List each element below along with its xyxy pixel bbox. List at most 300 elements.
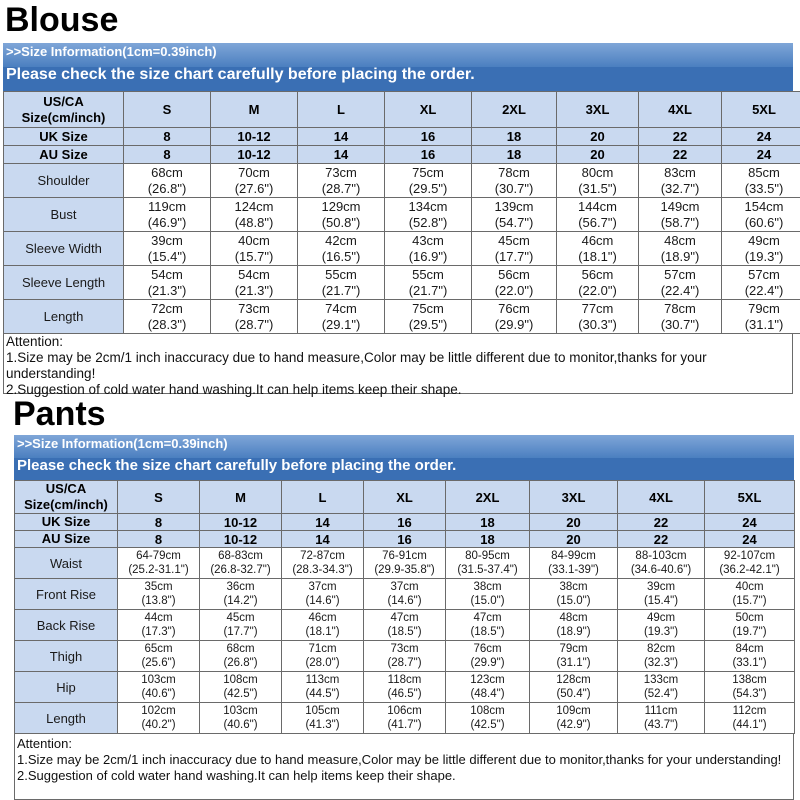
measurement-cell: [530, 703, 618, 734]
inch-value: (14.2"): [223, 595, 258, 607]
cm-value: 76cm: [498, 300, 530, 316]
inch-value: (18.5"): [470, 626, 505, 638]
measurement-label: Sleeve Width: [4, 232, 124, 266]
cm-value: 138cm: [732, 673, 767, 686]
inch-value: (30.7"): [494, 180, 534, 196]
blouse-title: Blouse: [5, 1, 119, 39]
size-header-cell: 3XL: [557, 92, 639, 128]
measurement-cell: [200, 548, 282, 579]
measurement-cell: [118, 672, 200, 703]
size-header-cell: 18: [446, 531, 530, 548]
cm-value: 82cm: [646, 642, 676, 655]
measurement-cell: [446, 610, 530, 641]
header-row: [4, 92, 800, 128]
inch-value: (15.0"): [556, 595, 591, 607]
measurement-cell: [446, 703, 530, 734]
size-header-cell: 5XL: [722, 92, 800, 128]
size-header-cell: 22: [618, 531, 705, 548]
size-header-cell: 20: [557, 128, 639, 146]
inch-value: (28.7"): [321, 180, 361, 196]
measurement-cell: [618, 672, 705, 703]
measurement-cell: [200, 672, 282, 703]
cm-value: 108cm: [470, 704, 505, 717]
inch-value: (15.7"): [732, 595, 767, 607]
measurement-cell: [282, 703, 364, 734]
inch-value: (40.6"): [141, 688, 176, 700]
measurement-cell: [557, 198, 639, 232]
cm-value: 35cm: [144, 580, 173, 593]
cm-value: 64-79cm: [136, 549, 181, 562]
cm-value: 74cm: [325, 300, 357, 316]
inch-value: (16.5"): [321, 248, 361, 264]
measurement-cell: [705, 703, 795, 734]
cm-value: 68-83cm: [218, 549, 263, 562]
cm-value: 65cm: [144, 642, 173, 655]
measurement-cell: [282, 672, 364, 703]
measurement-label: Front Rise: [15, 579, 118, 610]
cm-value: 149cm: [660, 198, 700, 214]
inch-value: (14.6"): [305, 595, 340, 607]
cm-value: 47cm: [390, 611, 419, 624]
cm-value: 83cm: [664, 164, 696, 180]
cm-value: 45cm: [226, 611, 255, 624]
inch-value: (33.1-39"): [548, 564, 599, 576]
inch-value: (56.7"): [578, 214, 617, 230]
size-header-cell: 14: [282, 531, 364, 548]
inch-value: (32.7"): [660, 180, 700, 196]
inch-value: (33.1"): [732, 657, 767, 669]
inch-value: (17.7"): [223, 626, 258, 638]
cm-value: 40cm: [238, 232, 270, 248]
measurement-cell: [364, 579, 446, 610]
measurement-cell: [722, 232, 800, 266]
cm-value: 42cm: [325, 232, 357, 248]
measurement-label: Bust: [4, 198, 124, 232]
cm-value: 119cm: [147, 198, 187, 214]
size-header-cell: M: [200, 481, 282, 514]
header-row: [15, 514, 795, 531]
measurement-cell: [472, 300, 557, 334]
cm-value: 77cm: [581, 300, 614, 316]
measurement-label: Length: [4, 300, 124, 334]
cm-value: 109cm: [556, 704, 591, 717]
measurement-cell: [364, 703, 446, 734]
cm-value: 84-99cm: [551, 549, 596, 562]
inch-value: (18.1"): [305, 626, 340, 638]
blouse-size-chart: [3, 43, 793, 397]
measurement-cell: [639, 198, 722, 232]
cm-value: 129cm: [321, 198, 361, 214]
cm-value: 139cm: [494, 198, 534, 214]
measurement-cell: [385, 266, 472, 300]
inch-value: (15.4"): [643, 595, 679, 607]
cm-value: 80-95cm: [465, 549, 510, 562]
cm-value: 85cm: [748, 164, 780, 180]
cm-value: 106cm: [387, 704, 422, 717]
measurement-cell: [118, 548, 200, 579]
blouse-banner: [3, 43, 793, 91]
measurement-cell: [211, 232, 298, 266]
cm-value: 102cm: [141, 704, 176, 717]
measurement-label: Hip: [15, 672, 118, 703]
cm-value: 123cm: [470, 673, 505, 686]
inch-value: (36.2-42.1"): [719, 564, 780, 576]
cm-value: 79cm: [748, 300, 780, 316]
table-row: [15, 672, 795, 703]
measurement-cell: [118, 641, 200, 672]
inch-value: (21.3"): [234, 282, 274, 298]
measurement-cell: [722, 164, 800, 198]
measurement-cell: [282, 548, 364, 579]
size-header-cell: 14: [298, 146, 385, 164]
measurement-cell: [385, 164, 472, 198]
table-row: [4, 198, 800, 232]
inch-value: (25.6"): [141, 657, 176, 669]
size-header-cell: 8: [124, 146, 211, 164]
cm-value: 112cm: [732, 704, 767, 717]
inch-value: (43.7"): [643, 719, 679, 731]
inch-value: (33.5"): [744, 180, 784, 196]
measurement-cell: [118, 610, 200, 641]
inch-value: (22.4"): [744, 282, 784, 298]
measurement-cell: [385, 232, 472, 266]
size-header-cell: 3XL: [530, 481, 618, 514]
table-row: [4, 232, 800, 266]
measurement-cell: [118, 703, 200, 734]
cm-value: 46cm: [308, 611, 337, 624]
measurement-cell: [530, 548, 618, 579]
measurement-cell: [472, 266, 557, 300]
table-row: [4, 266, 800, 300]
cm-value: 154cm: [744, 198, 784, 214]
inch-value: (52.4"): [643, 688, 679, 700]
attention-heading: Attention:: [6, 334, 64, 349]
attention-note: 1.Size may be 2cm/1 inch inaccuracy due to hand measure,Color may be little different due to monitor,thanks for your understanding!: [17, 752, 782, 767]
size-header-cell: 8: [118, 514, 200, 531]
size-header-cell: 14: [282, 514, 364, 531]
size-header-cell: XL: [364, 481, 446, 514]
inch-value: (46.5"): [387, 688, 422, 700]
size-header-cell: 18: [446, 514, 530, 531]
cm-value: 78cm: [664, 300, 696, 316]
inch-value: (54.7"): [494, 214, 534, 230]
measurement-label: Length: [15, 703, 118, 734]
size-header-cell: 4XL: [639, 92, 722, 128]
inch-value: (17.7"): [494, 248, 534, 264]
inch-value: (17.3"): [141, 626, 176, 638]
size-header-cell: 2XL: [472, 92, 557, 128]
cm-value: 92-107cm: [723, 549, 776, 562]
cm-value: 103cm: [141, 673, 176, 686]
cm-value: 80cm: [581, 164, 614, 180]
header-row: [15, 531, 795, 548]
size-header-cell: 22: [618, 514, 705, 531]
size-system-label: UK Size: [15, 514, 118, 531]
size-header-cell: XL: [385, 92, 472, 128]
banner-check-notice: Please check the size chart carefully before placing the order.: [17, 457, 457, 474]
measurement-cell: [530, 672, 618, 703]
measurement-cell: [722, 300, 800, 334]
inch-value: (26.8"): [223, 657, 258, 669]
measurement-cell: [124, 198, 211, 232]
inch-value: (54.3"): [732, 688, 767, 700]
inch-value: (13.8"): [141, 595, 176, 607]
cm-value: 55cm: [325, 266, 357, 282]
inch-value: (28.0"): [305, 657, 340, 669]
measurement-cell: [639, 300, 722, 334]
cm-value: 47cm: [473, 611, 502, 624]
size-system-label: US/CA Size(cm/inch): [4, 92, 124, 128]
cm-value: 54cm: [238, 266, 270, 282]
cm-value: 144cm: [577, 198, 618, 214]
pants-banner: [14, 435, 794, 480]
size-header-cell: 20: [530, 531, 618, 548]
size-header-cell: 2XL: [446, 481, 530, 514]
measurement-cell: [446, 579, 530, 610]
blouse-attention: [3, 334, 793, 397]
measurement-label: Shoulder: [4, 164, 124, 198]
pants-size-table: [14, 480, 795, 734]
cm-value: 72-87cm: [300, 549, 345, 562]
inch-value: (48.8"): [234, 214, 274, 230]
banner-check-notice: Please check the size chart carefully before placing the order.: [6, 66, 475, 83]
inch-value: (29.9-35.8"): [374, 564, 435, 576]
cm-value: 133cm: [643, 673, 679, 686]
inch-value: (19.7"): [732, 626, 767, 638]
measurement-label: Thigh: [15, 641, 118, 672]
measurement-cell: [124, 300, 211, 334]
banner-size-info: >>Size Information(1cm=0.39inch): [17, 436, 228, 451]
measurement-cell: [364, 548, 446, 579]
inch-value: (40.6"): [223, 719, 258, 731]
size-header-cell: 16: [364, 514, 446, 531]
cm-value: 128cm: [556, 673, 591, 686]
inch-value: (29.5"): [408, 316, 448, 332]
inch-value: (29.9"): [470, 657, 505, 669]
inch-value: (14.6"): [387, 595, 422, 607]
cm-value: 38cm: [559, 580, 588, 593]
inch-value: (42.9"): [556, 719, 591, 731]
table-row: [15, 548, 795, 579]
table-row: [4, 300, 800, 334]
inch-value: (19.3"): [744, 248, 784, 264]
inch-value: (18.1"): [578, 248, 617, 264]
size-header-cell: 10-12: [200, 531, 282, 548]
measurement-cell: [472, 198, 557, 232]
cm-value: 57cm: [748, 266, 780, 282]
inch-value: (15.0"): [470, 595, 505, 607]
measurement-cell: [557, 232, 639, 266]
inch-value: (31.1"): [744, 316, 784, 332]
inch-value: (44.1"): [732, 719, 767, 731]
measurement-cell: [530, 579, 618, 610]
size-header-cell: 16: [385, 146, 472, 164]
measurement-cell: [557, 300, 639, 334]
size-header-cell: 10-12: [211, 146, 298, 164]
measurement-cell: [282, 579, 364, 610]
cm-value: 37cm: [308, 580, 337, 593]
size-header-cell: 24: [722, 146, 800, 164]
size-header-cell: 18: [472, 128, 557, 146]
header-row: [4, 146, 800, 164]
attention-note: 1.Size may be 2cm/1 inch inaccuracy due to hand measure,Color may be little different due to monitor,thanks for your understanding!: [6, 350, 707, 381]
cm-value: 49cm: [748, 232, 780, 248]
measurement-cell: [530, 641, 618, 672]
measurement-cell: [705, 579, 795, 610]
inch-value: (50.8"): [321, 214, 361, 230]
cm-value: 56cm: [498, 266, 530, 282]
cm-value: 73cm: [238, 300, 270, 316]
size-header-cell: 20: [530, 514, 618, 531]
cm-value: 54cm: [151, 266, 183, 282]
measurement-cell: [298, 232, 385, 266]
cm-value: 48cm: [664, 232, 696, 248]
measurement-cell: [446, 548, 530, 579]
cm-value: 45cm: [498, 232, 530, 248]
inch-value: (21.3"): [147, 282, 187, 298]
size-header-cell: 24: [705, 514, 795, 531]
cm-value: 46cm: [581, 232, 614, 248]
size-header-cell: 24: [705, 531, 795, 548]
size-header-cell: 20: [557, 146, 639, 164]
measurement-cell: [618, 579, 705, 610]
size-header-cell: 4XL: [618, 481, 705, 514]
measurement-cell: [298, 266, 385, 300]
inch-value: (58.7"): [660, 214, 700, 230]
measurement-label: Waist: [15, 548, 118, 579]
cm-value: 68cm: [226, 642, 255, 655]
size-system-label: AU Size: [4, 146, 124, 164]
table-row: [15, 579, 795, 610]
size-header-cell: S: [118, 481, 200, 514]
measurement-cell: [722, 198, 800, 232]
inch-value: (34.6-40.6"): [630, 564, 692, 576]
size-header-cell: 8: [118, 531, 200, 548]
cm-value: 73cm: [325, 164, 357, 180]
inch-value: (22.0"): [578, 282, 617, 298]
header-row: [15, 481, 795, 514]
measurement-label: Back Rise: [15, 610, 118, 641]
inch-value: (29.5"): [408, 180, 448, 196]
inch-value: (42.5"): [470, 719, 505, 731]
measurement-cell: [639, 164, 722, 198]
size-header-cell: L: [298, 92, 385, 128]
measurement-cell: [557, 266, 639, 300]
cm-value: 39cm: [646, 580, 676, 593]
inch-value: (60.6"): [744, 214, 784, 230]
inch-value: (52.8"): [408, 214, 448, 230]
cm-value: 105cm: [305, 704, 340, 717]
cm-value: 50cm: [735, 611, 764, 624]
cm-value: 113cm: [305, 673, 340, 686]
measurement-cell: [298, 300, 385, 334]
size-header-cell: 14: [298, 128, 385, 146]
measurement-cell: [705, 548, 795, 579]
pants-title: Pants: [13, 395, 106, 433]
measurement-cell: [639, 232, 722, 266]
inch-value: (26.8"): [147, 180, 187, 196]
size-header-cell: 5XL: [705, 481, 795, 514]
inch-value: (30.7"): [660, 316, 700, 332]
measurement-cell: [385, 300, 472, 334]
measurement-cell: [722, 266, 800, 300]
inch-value: (18.5"): [387, 626, 422, 638]
inch-value: (22.4"): [660, 282, 700, 298]
cm-value: 79cm: [559, 642, 588, 655]
measurement-cell: [282, 641, 364, 672]
measurement-cell: [298, 164, 385, 198]
size-header-cell: 16: [385, 128, 472, 146]
inch-value: (42.5"): [223, 688, 258, 700]
inch-value: (18.9"): [556, 626, 591, 638]
attention-note: 2.Suggestion of cold water hand washing.It can help items keep their shape.: [6, 382, 462, 397]
size-header-cell: 16: [364, 531, 446, 548]
inch-value: (40.2"): [141, 719, 176, 731]
cm-value: 71cm: [308, 642, 337, 655]
cm-value: 40cm: [735, 580, 764, 593]
measurement-cell: [211, 198, 298, 232]
inch-value: (32.3"): [643, 657, 679, 669]
size-header-cell: 10-12: [200, 514, 282, 531]
pants-attention: [14, 734, 794, 800]
cm-value: 84cm: [735, 642, 764, 655]
measurement-cell: [200, 641, 282, 672]
measurement-cell: [211, 300, 298, 334]
measurement-cell: [705, 641, 795, 672]
size-system-label: US/CA Size(cm/inch): [15, 481, 118, 514]
cm-value: 39cm: [151, 232, 183, 248]
measurement-cell: [385, 198, 472, 232]
measurement-cell: [211, 266, 298, 300]
inch-value: (48.4"): [470, 688, 505, 700]
inch-value: (41.7"): [387, 719, 422, 731]
pants-size-chart: [14, 435, 794, 800]
measurement-cell: [282, 610, 364, 641]
cm-value: 38cm: [473, 580, 502, 593]
inch-value: (22.0"): [494, 282, 534, 298]
cm-value: 43cm: [412, 232, 444, 248]
inch-value: (15.4"): [147, 248, 187, 264]
measurement-cell: [200, 610, 282, 641]
cm-value: 57cm: [664, 266, 696, 282]
size-header-cell: L: [282, 481, 364, 514]
inch-value: (50.4"): [556, 688, 591, 700]
inch-value: (31.1"): [556, 657, 591, 669]
cm-value: 73cm: [390, 642, 419, 655]
cm-value: 48cm: [559, 611, 588, 624]
inch-value: (26.8-32.7"): [210, 564, 271, 576]
measurement-cell: [472, 232, 557, 266]
table-row: [15, 641, 795, 672]
inch-value: (46.9"): [147, 214, 187, 230]
measurement-cell: [211, 164, 298, 198]
inch-value: (28.7"): [234, 316, 274, 332]
cm-value: 75cm: [412, 300, 444, 316]
cm-value: 134cm: [408, 198, 448, 214]
inch-value: (31.5"): [578, 180, 617, 196]
cm-value: 49cm: [646, 611, 676, 624]
measurement-cell: [364, 672, 446, 703]
inch-value: (28.7"): [387, 657, 422, 669]
banner-size-info: >>Size Information(1cm=0.39inch): [6, 44, 217, 59]
measurement-cell: [200, 703, 282, 734]
inch-value: (27.6"): [234, 180, 274, 196]
blouse-size-table: [3, 91, 800, 334]
cm-value: 36cm: [226, 580, 255, 593]
inch-value: (41.3"): [305, 719, 340, 731]
measurement-cell: [200, 579, 282, 610]
cm-value: 108cm: [223, 673, 258, 686]
